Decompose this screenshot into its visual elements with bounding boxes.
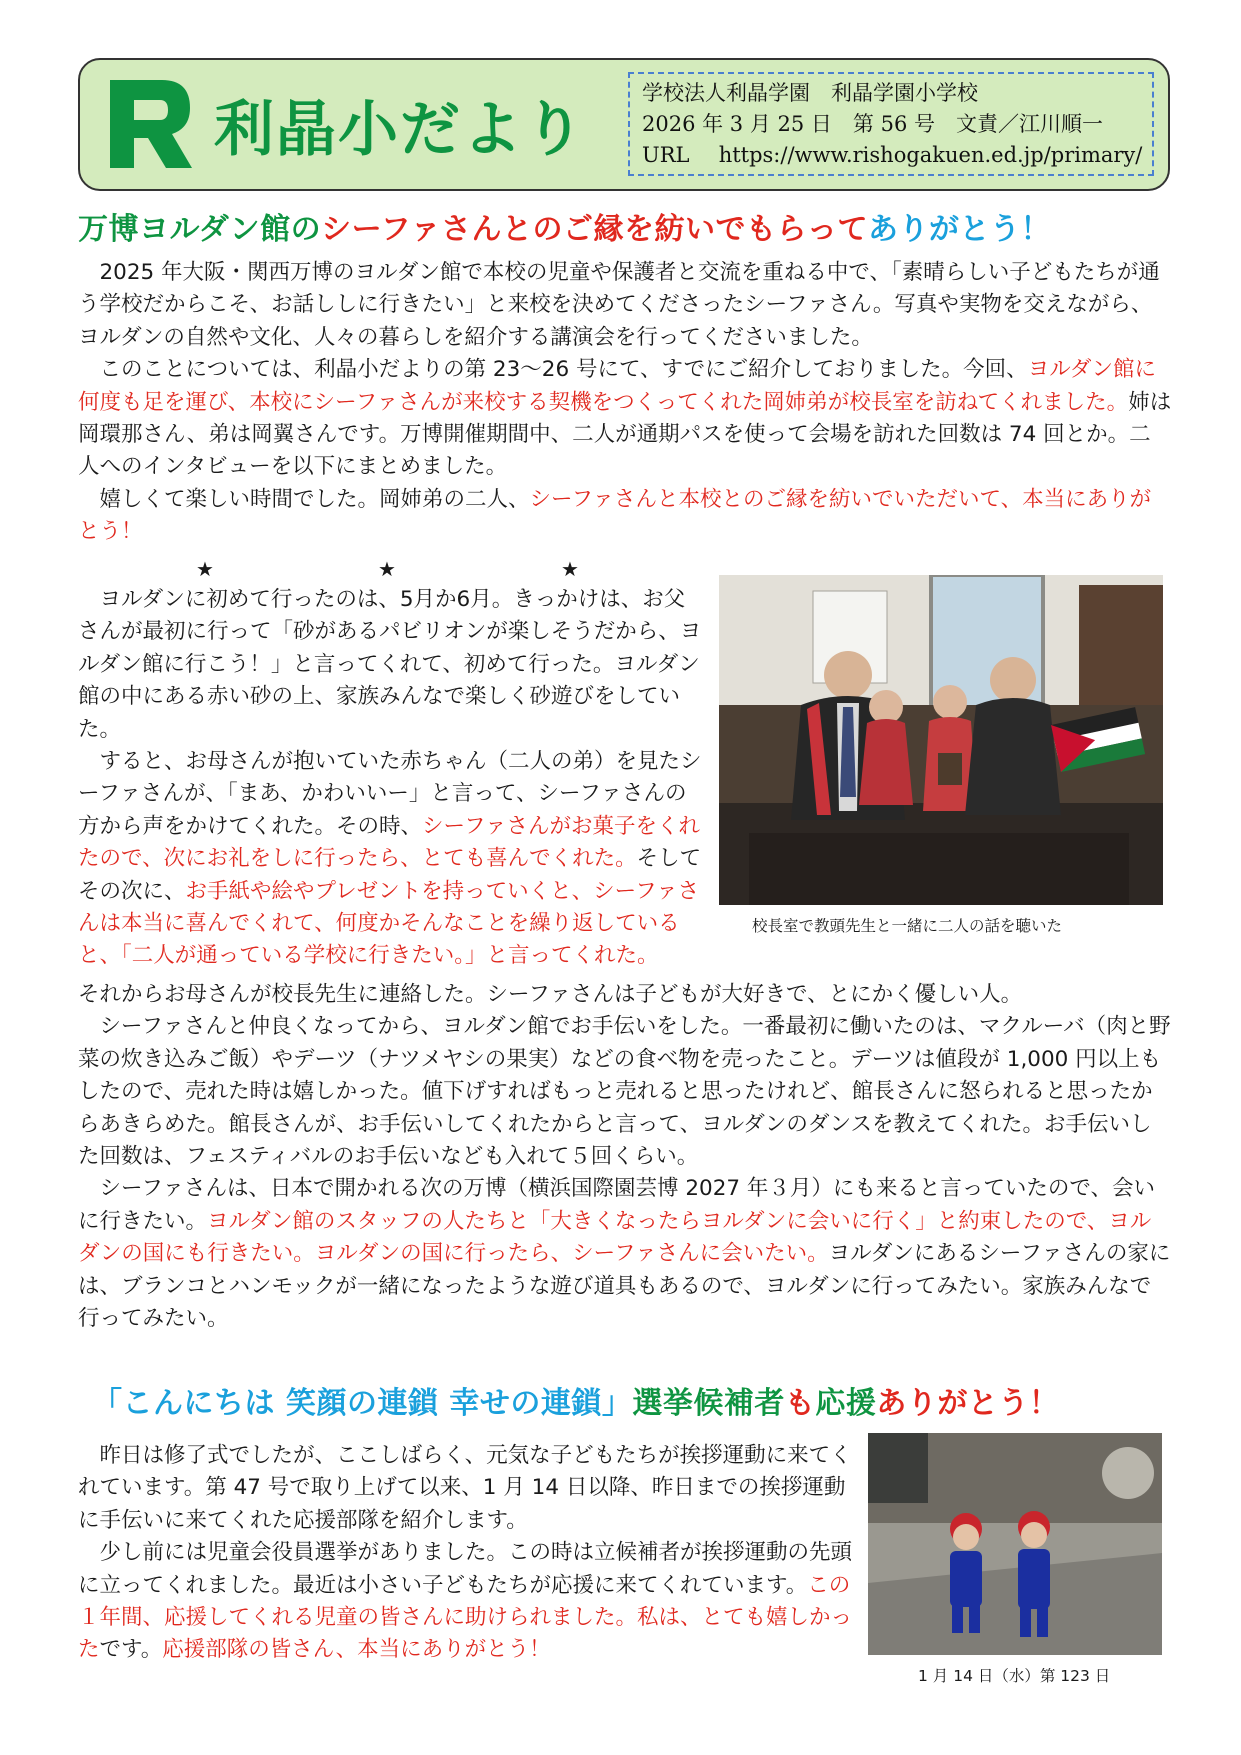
newsletter-title: 利晶小だより [214, 95, 586, 165]
paragraph: 2025 年大阪・関西万博のヨルダン館で本校の児童や保護者と交流を重ねる中で、「素晴らしい子どもたちが通う学校だからこそ、お話ししに行きたい」と来校を決めてくださったシーファさん。写真や実物を交えながら、ヨルダンの自然や文化、人々の暮らしを紹介する講演会を行ってくださいました。 [78, 260, 1160, 350]
headline-part: 応援 [815, 1386, 877, 1421]
r-logo-icon [100, 76, 196, 172]
paragraph: 嬉しくて楽しい時間でした。岡姉弟の二人、シーファさんと本校とのご縁を紡いでいただいて、本当にありがとう！ [78, 486, 1152, 545]
masthead [78, 58, 1170, 191]
article2-headline [92, 1378, 1059, 1422]
issue-line: 2026 年 3 月 25 日 第 56 号 文責／江川順一 [642, 112, 1103, 136]
headline-part: 選挙候補者 [632, 1386, 785, 1421]
url-line [642, 140, 1143, 171]
paragraph: シーファさんは、日本で開かれる次の万博（横浜国際園芸博 2027 年３月）にも来ると言っていたので、会いに行きたい。ヨルダン館のスタッフの人たちと「大きくなったらヨルダンに会いに行く」と約束したので、ヨルダンの国にも行きたい。ヨルダンの国に行ったら、シーファさんに会いたい。ヨルダンにあるシーファさんの家には、ブランコとハンモックが一緒になったような遊び道具もあるので、ヨルダンに行ってみたい。家族みんなで行ってみたい。 [78, 1176, 1171, 1332]
star-icon: ★ [561, 557, 579, 581]
article2-body [78, 1440, 856, 1667]
paragraph: このことについては、利晶小だよりの第 23～26 号にて、すでにご紹介しておりました。今回、ヨルダン館に何度も足を運び、本校にシーファさんが来校する契機をつくってくれた岡姉弟が校長室を訪ねてくれました。姉は岡環那さん、弟は岡翼さんです。万博開催期間中、二人が通期パスを使って会場を訪れた回数は 74 回とか。二人へのインタビューを以下にまとめました。 [78, 357, 1172, 480]
photo2-caption: 1 月 14 日（水）第 123 日 [918, 1667, 1111, 1685]
school-url-link[interactable]: https://www.rishogakuen.ed.jp/primary/ [718, 143, 1143, 167]
photo1-caption: 校長室で教頭先生と一緒に二人の話を聴いた [752, 917, 1063, 935]
interview-column [78, 584, 705, 973]
star-icon: ★ [196, 557, 214, 581]
paragraph: それからお母さんが校長先生に連絡した。シーファさんは子どもが大好きで、とにかく優しい人。 [78, 982, 1023, 1007]
paragraph: ヨルダンに初めて行ったのは、5月か6月。きっかけは、お父さんが最初に行って「砂があるパビリオンが楽しそうだから、ヨルダン館に行こう！」と言ってくれて、初めて行った。ヨルダン館の中にある赤い砂の上、家族みんなで楽しく砂遊びをしていた。 [78, 587, 702, 742]
paragraph: シーファさんと仲良くなってから、ヨルダン館でお手伝いをした。一番最初に働いたのは、マクルーバ（肉と野菜の炊き込みご飯）やデーツ（ナツメヤシの果実）などの食べ物を売ったこと。デーツは値段が 1,000 円以上もしたので、売れた時は嬉しかった。値下げすればもっと売れると思ったけれど、館長さんに怒られると思ったからあきらめた。館長さんが、お手伝いしてくれたからと言って、ヨルダンのダンスを教えてくれた。お手伝いした回数は、フェスティバルのお手伝いなども入れて５回くらい。 [78, 1014, 1171, 1170]
paragraph: すると、お母さんが抱いていた赤ちゃん（二人の弟）を見たシーファさんが、「まあ、かわいいー」と言って、シーファさんの方から声をかけてくれた。その時、シーファさんがお菓子をくれたので、次にお礼をしに行ったら、とても喜んでくれた。そしてその次に、お手紙や絵やプレゼントを持っていくと、シーファさんは本当に喜んでくれて、何度かそんなことを繰り返していると、「二人が通っている学校に行きたい。」と言ってくれた。 [78, 749, 702, 969]
article1-intro [78, 257, 1172, 549]
paragraph: 少し前には児童会役員選挙がありました。この時は立候補者が挨拶運動の先頭に立ってくれました。最近は小さい子どもたちが応援に来てくれています。この１年間、応援してくれる児童の皆さんに助けられました。私は、とても嬉しかったです。応援部隊の皆さん、本当にありがとう！ [78, 1540, 853, 1663]
section-divider-stars [78, 557, 718, 585]
issue-info-box [628, 72, 1154, 176]
headline-part: シーファさんとのご縁を紡いでもらって [321, 212, 869, 247]
greeting-campaign-photo [868, 1433, 1162, 1655]
interview-continued [78, 979, 1172, 1335]
headline-part: ありがとう！ [876, 1386, 1060, 1421]
paragraph: 昨日は修了式でしたが、ここしばらく、元気な子どもたちが挨拶運動に来てくれています。第 47 号で取り上げて以来、1 月 14 日以降、昨日までの挨拶運動に手伝いに来てくれた応援部隊を紹介します。 [78, 1443, 852, 1533]
url-label: URL [642, 143, 690, 167]
star-icon: ★ [378, 557, 396, 581]
article1-headline [78, 204, 1051, 248]
principal-office-photo [719, 575, 1163, 905]
headline-part: 「こんにちは 笑顔の連鎖 幸せの連鎖」 [92, 1386, 633, 1421]
headline-part: 万博ヨルダン館の [78, 212, 322, 247]
school-name: 学校法人利晶学園 利晶学園小学校 [642, 81, 978, 105]
headline-part: も [784, 1386, 816, 1421]
headline-part: ありがとう！ [868, 212, 1052, 247]
